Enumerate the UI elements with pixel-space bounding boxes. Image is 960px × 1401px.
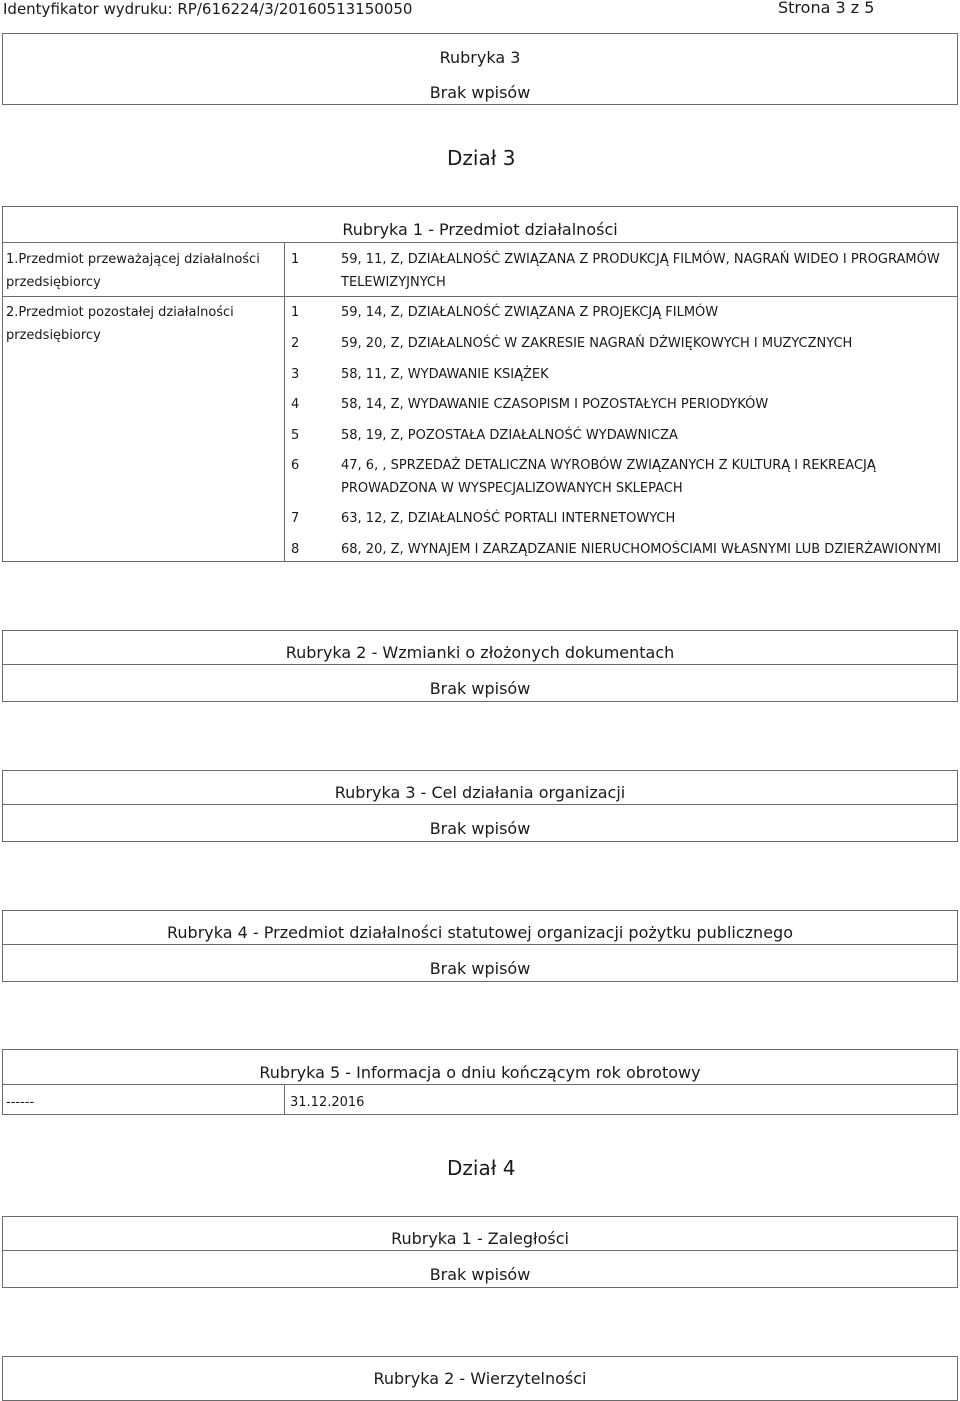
- dzial4-rubryka1-value: Brak wpisów: [429, 1265, 531, 1284]
- other-item-number: 1: [291, 305, 300, 320]
- other-item-text: 58, 14, Z, WYDAWANIE CZASOPISM I POZOSTAŁYCH PERIODYKÓW: [341, 397, 769, 412]
- rubryka2-value: Brak wpisów: [429, 679, 531, 698]
- other-item-number: 7: [291, 511, 300, 526]
- print-identifier: Identyfikator wydruku: RP/616224/3/20160513150050: [3, 0, 413, 18]
- rubryka3-prev-value: Brak wpisów: [429, 83, 531, 102]
- other-item-text: 58, 19, Z, POZOSTAŁA DZIAŁALNOŚĆ WYDAWNICZA: [341, 428, 678, 443]
- other-item-text: 59, 14, Z, DZIAŁALNOŚĆ ZWIĄZANA Z PROJEKCJĄ FILMÓW: [341, 305, 719, 320]
- rubryka2-box: [2, 630, 958, 702]
- other-item-number: 6: [291, 458, 300, 473]
- page-number: Strona 3 z 5: [778, 0, 875, 17]
- main-item-text: 59, 11, Z, DZIAŁALNOŚĆ ZWIĄZANA Z PRODUKCJĄ FILMÓW, NAGRAŃ WIDEO I PROGRAMÓW TELEWIZYJNYCH: [341, 252, 940, 290]
- dzial4-title: Dział 4: [447, 1156, 516, 1180]
- other-item-text: 59, 20, Z, DZIAŁALNOŚĆ W ZAKRESIE NAGRAŃ DŹWIĘKOWYCH I MUZYCZNYCH: [341, 336, 853, 351]
- other-item-text: 63, 12, Z, DZIAŁALNOŚĆ PORTALI INTERNETOWYCH: [341, 511, 676, 526]
- other-item-number: 4: [291, 397, 300, 412]
- dzial4-rubryka1-box: [2, 1216, 958, 1288]
- other-item-text: 58, 11, Z, WYDAWANIE KSIĄŻEK: [341, 367, 549, 382]
- rubryka5-value: 31.12.2016: [290, 1095, 365, 1110]
- other-item-text: 47, 6, , SPRZEDAŻ DETALICZNA WYROBÓW ZWIĄZANYCH Z KULTURĄ I REKREACJĄ PROWADZONA W WYSPECJALIZOWANYCH SKLEPACH: [341, 458, 876, 496]
- dzial4-rubryka1-title: Rubryka 1 - Zaległości: [391, 1229, 569, 1248]
- rubryka4-box: [2, 910, 958, 982]
- rubryka5-label: ------: [6, 1095, 35, 1110]
- rubryka3-box: [2, 770, 958, 842]
- rubryka4-value: Brak wpisów: [429, 959, 531, 978]
- dzial4-rubryka2-box: [2, 1356, 958, 1401]
- other-item-number: 5: [291, 428, 300, 443]
- other-activity-label: 2.Przedmiot pozostałej działalności przedsiębiorcy: [6, 305, 234, 343]
- other-item-text: 68, 20, Z, WYNAJEM I ZARZĄDZANIE NIERUCHOMOŚCIAMI WŁASNYMI LUB DZIERŻAWIONYMI: [341, 542, 942, 557]
- main-item-number: 1: [291, 252, 300, 267]
- rubryka5-title: Rubryka 5 - Informacja o dniu kończącym rok obrotowy: [259, 1063, 701, 1082]
- rubryka5-box: [2, 1049, 958, 1115]
- dzial3-title: Dział 3: [447, 146, 516, 170]
- rubryka3-value: Brak wpisów: [429, 819, 531, 838]
- rubryka3-title: Rubryka 3 - Cel działania organizacji: [334, 783, 626, 802]
- other-item-number: 3: [291, 367, 300, 382]
- other-item-number: 2: [291, 336, 300, 351]
- other-item-number: 8: [291, 542, 300, 557]
- rubryka4-title: Rubryka 4 - Przedmiot działalności statutowej organizacji pożytku publicznego: [167, 923, 793, 942]
- dzial4-rubryka2-title: Rubryka 2 - Wierzytelności: [373, 1369, 587, 1388]
- rubryka1-title: Rubryka 1 - Przedmiot działalności: [342, 220, 618, 239]
- main-activity-label: 1.Przedmiot przeważającej działalności przedsiębiorcy: [6, 252, 260, 290]
- rubryka3-prev-title: Rubryka 3: [439, 48, 521, 67]
- rubryka3-prev-box: [2, 33, 958, 105]
- rubryka2-title: Rubryka 2 - Wzmianki o złożonych dokumentach: [285, 643, 675, 662]
